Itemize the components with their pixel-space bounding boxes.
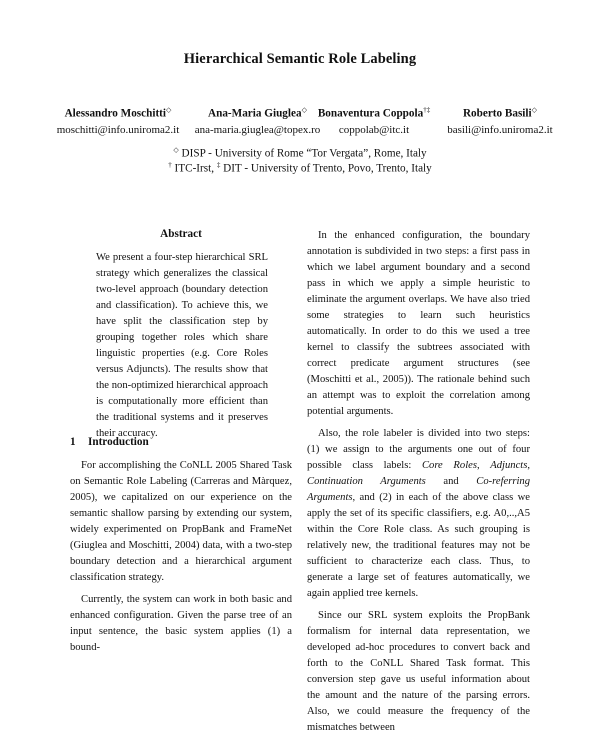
author-email: basili@info.uniroma2.it [447, 123, 553, 136]
affiliation-line-1: ◇ DISP - University of Rome “Tor Vergata”, Rome, Italy [173, 146, 427, 160]
author-name: Ana-Maria Giuglea◇ [208, 106, 307, 120]
emphasis-core-roles: Core Roles [421, 460, 477, 471]
author-email: coppolab@itc.it [338, 123, 410, 136]
emphasis-continuation-arguments: Continuation Arguments [307, 476, 426, 487]
author-name: Bonaventura Coppola†‡ [317, 106, 431, 120]
author-email: moschitti@info.uniroma2.it [56, 123, 180, 136]
paragraph: In the enhanced configuration, the boundary annotation is subdivided in two steps: a first pass in which we label argument boundary and a second pass in which we apply a simple heuristic to eliminate the argument overlaps. We have also tried some strategies to learn such heuristics automatically. In order to do this we used a tree kernel to classify the subtrees associated with correct predicate argument structures (see (Moschitti et al., 2005)). The rationale behind such an attempt was to exploit the correlation among potential arguments. [307, 230, 530, 417]
paragraph: Currently, the system can work in both basic and enhanced configuration. Given the parse tree of an input sentence, the basic system applies (1) a bound- [70, 594, 292, 653]
section-heading-introduction [70, 436, 149, 448]
author-block-1 [43, 102, 193, 138]
section-title: Introduction [88, 436, 149, 448]
author-name: Roberto Basili◇ [462, 106, 538, 120]
abstract-text: We present a four-step hierarchical SRL strategy which generalizes the classical two-level approach (boundary detection and classification). To achieve this, we have split the classification step by grouping together roles which share linguistic properties (e.g. Core Roles versus Adjuncts). The results show that the non-optimized hierarchical approach is computationally more efficient than the traditional systems and it preserves their accuracy. [96, 252, 268, 439]
author-email: ana-maria.giuglea@topex.ro [194, 123, 321, 136]
author-block-3 [308, 102, 440, 138]
paragraph: Also, the role labeler is divided into two steps: (1) we assign to the arguments one out of four possible class labels: Core Roles, Adjuncts, Continuation Arguments and Co-referring Arguments, and (2) in each of the above class we apply the set of its specific classifiers, e.g. A0,..,A5 within the Core Role class. As such grouping is relatively new, the traditional features may not be sufficient to characterize each class. Thus, to generate a large set of features automatically, we again applied tree kernels. [307, 428, 531, 599]
left-column-body [70, 458, 292, 653]
affiliation-line-2: † ITC-Irst, ‡ DIT - University of Trento, Povo, Trento, Italy [168, 161, 432, 175]
author-name: Alessandro Moschitti◇ [64, 106, 172, 120]
right-column-body [307, 228, 531, 733]
author-block-4 [430, 102, 570, 138]
emphasis-adjuncts: Adjuncts [490, 460, 528, 471]
emphasis-co-referring-arguments: Co-referring Arguments [307, 476, 530, 503]
section-number: 1 [70, 436, 76, 448]
paragraph: For accomplishing the CoNLL 2005 Shared Task on Semantic Role Labeling (Carreras and Màrquez, 2005), we capitalized on our experience on the semantic shallow parsing by extending our system, widely experimented on PropBank and FrameNet (Giuglea and Moschitti, 2004) data, with a two-step boundary detection and a hierarchical argument classification strategy. [70, 460, 292, 583]
abstract-heading: Abstract [160, 228, 202, 240]
paragraph: Since our SRL system exploits the PropBank formalism for internal data representation, we developed ad-hoc procedures to convert back and forth to the CoNLL Shared Task format. This conversion step gave us useful information about the amount and the nature of the parsing errors. Also, we could measure the frequency of the mismatches between [307, 610, 530, 733]
paper-title: Hierarchical Semantic Role Labeling [183, 51, 417, 67]
